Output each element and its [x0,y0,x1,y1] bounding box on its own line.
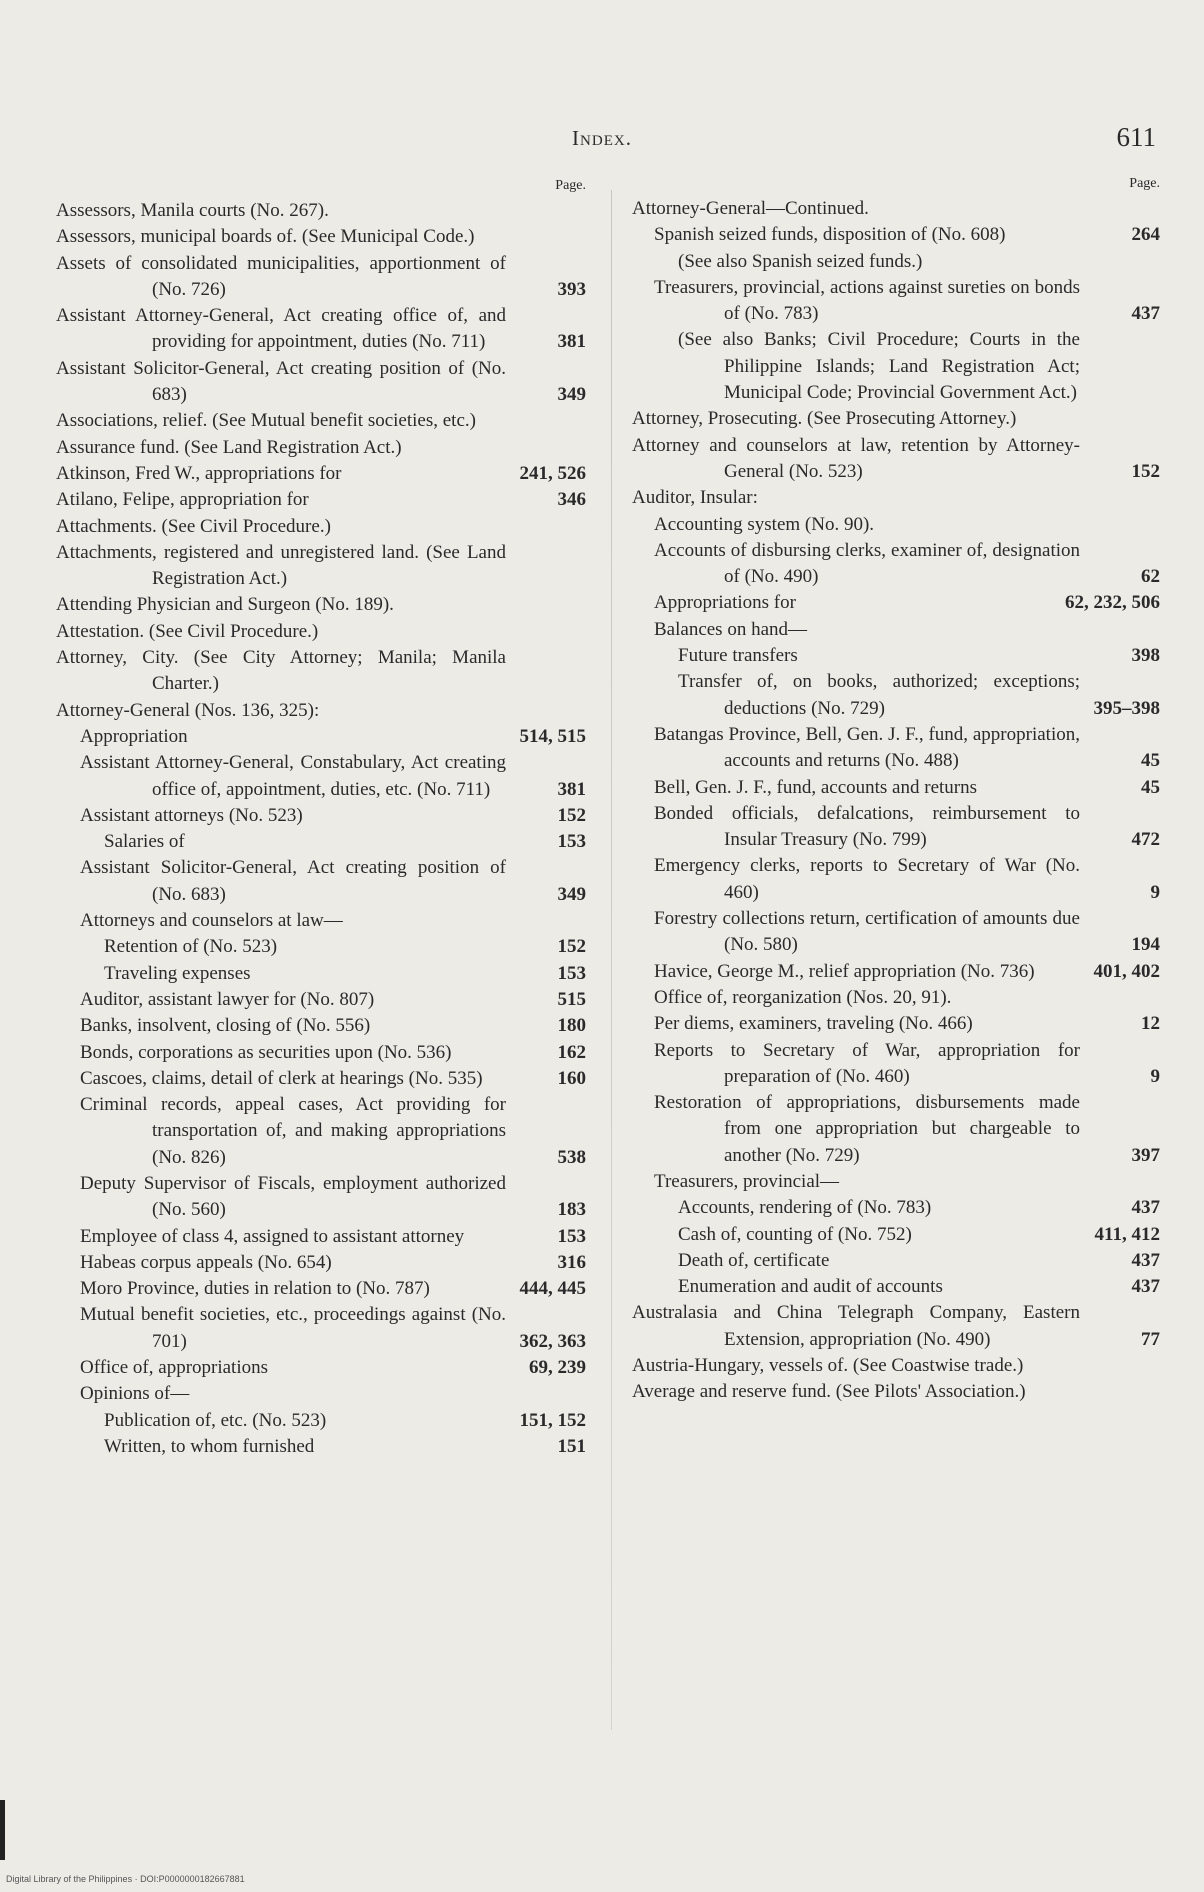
entry-text: (See also Banks; Civil Procedure; Courts in the Philippine Islands; Land Registration Act; Municipal Code; Provincial Government Act.) [678,329,1080,404]
index-entry [56,540,586,593]
entry-text: Assistant Solicitor-General, Act creating position of (No. 683) [80,857,506,905]
index-entry [56,592,586,618]
scan-credit: Digital Library of the Philippines · DOI:P0000000182667881 [6,1874,245,1884]
index-entry: Havice, George M., relief appropriation (No. 736) 401, 402 [632,959,1160,985]
entry-text: Balances on hand— [654,618,808,640]
entry-text: Death of, certificate [678,1249,830,1271]
index-entry: Salaries of 153 [56,829,586,855]
entry-text: Future transfers [678,645,798,667]
binding-edge-mark [0,1800,5,1860]
index-entry [632,617,1160,643]
index-entries-left [56,198,586,1460]
entry-text: Atilano, Felipe, appropriation for [56,489,309,511]
page-column-label: Page. [555,178,586,193]
index-entry: Cascoes, claims, detail of clerk at hearings (No. 535) 160 [56,1066,586,1092]
index-entry [632,590,1160,616]
entry-text: Attachments, registered and unregistered land. (See Land Registration Act.) [56,541,506,590]
entry-text: Deputy Supervisor of Fiscals, employment authorized (No. 560) [80,1172,506,1221]
index-entry: Bonded officials, defalcations, reimbursement to Insular Treasury (No. 799) 472 [632,801,1160,854]
entry-text: Employee of class 4, assigned to assistant attorney [80,1225,465,1247]
column-divider [611,190,612,1730]
index-entry: Attorney and counselors at law, retention by Attorney-General (No. 523) 152 [632,433,1160,486]
index-entry: Banks, insolvent, closing of (No. 556) 180 [56,1013,586,1039]
index-entry [56,198,586,224]
entry-text: Australasia and China Telegraph Company, Eastern Extension, appropriation (No. 490) [632,1302,1080,1350]
entry-text: Auditor, assistant lawyer for (No. 807) [80,988,375,1010]
index-entry [56,908,586,934]
entry-text: Assessors, Manila courts (No. 267). [56,200,329,221]
index-entry: Forestry collections return, certification of amounts due (No. 580) 194 [632,906,1160,959]
index-entry [632,327,1160,406]
index-entry: Criminal records, appeal cases, Act providing for transportation of, and making appropriations (No. 826) 538 [56,1092,586,1171]
index-entry [632,1169,1160,1195]
index-entry: Employee of class 4, assigned to assistant attorney 153 [56,1224,586,1250]
entry-text: Attorney-General—Continued. [632,198,869,219]
entry-text: Associations, relief. (See Mutual benefit societies, etc.) [56,410,476,432]
index-entry: Office of, appropriations 69, 239 [56,1355,586,1381]
index-entry [632,985,1160,1011]
entry-text: Batangas Province, Bell, Gen. J. F., fund, appropriation, accounts and returns (No. 488) [654,723,1080,772]
index-entry: Written, to whom furnished 151 [56,1434,586,1460]
index-entry: Assistant Solicitor-General, Act creating position of (No. 683) 349 [56,855,586,908]
index-entry [56,1408,586,1434]
entry-text: Bell, Gen. J. F., fund, accounts and returns [654,776,977,798]
entry-page-ref: 62, 232, 506 [1065,592,1160,614]
entry-text: Attending Physician and Surgeon (No. 189). [56,594,394,616]
index-entry: Retention of (No. 523) 152 [56,934,586,960]
entry-text: Opinions of— [80,1383,190,1405]
entry-text: Treasurers, provincial— [654,1170,840,1192]
index-entry [632,196,1160,222]
index-entry: Future transfers 398 [632,643,1160,669]
entry-text: Attorneys and counselors at law— [80,910,343,932]
page-number: 611 [1116,122,1156,152]
index-entry: Habeas corpus appeals (No. 654) 316 [56,1250,586,1276]
entry-text: Cash of, counting of (No. 752) [678,1223,912,1245]
index-entry: Assistant Attorney-General, Constabulary, Act creating office of, appointment, duties, etc. (No. 711) 381 [56,750,586,803]
index-entry [632,669,1160,722]
entry-text: Average and reserve fund. (See Pilots' Association.) [632,1381,1026,1403]
entry-text: Salaries of [104,831,185,853]
index-entry: Assistant Solicitor-General, Act creating position of (No. 683) 349 [56,356,586,409]
index-entry: Emergency clerks, reports to Secretary of War (No. 460) 9 [632,853,1160,906]
entry-text: Traveling expenses [104,962,251,984]
entry-text: Assessors, municipal boards of. (See Municipal Code.) [56,226,475,248]
index-column-right [632,178,1160,1406]
entry-text: Appropriation [80,725,188,747]
entry-text: Attachments. (See Civil Procedure.) [56,515,331,537]
index-entries-right [632,196,1160,1406]
index-entry: Appropriation 514, 515 [56,724,586,750]
index-entry [56,645,586,698]
entry-text: Transfer of, on books, authorized; exceptions; deductions (No. 729) [678,671,1080,719]
entry-text: Restoration of appropriations, disbursements made from one appropriation but chargeable to another (No. 729) [654,1092,1080,1166]
index-entry: Assistant attorneys (No. 523) 152 [56,803,586,829]
index-entry: Auditor, assistant lawyer for (No. 807) 515 [56,987,586,1013]
index-entry: Restoration of appropriations, disbursements made from one appropriation but chargeable to another (No. 729) 397 [632,1090,1160,1169]
entry-text: Forestry collections return, certification of amounts due (No. 580) [654,908,1080,956]
index-entry [56,435,586,461]
index-entry [56,514,586,540]
index-entry: Assistant Attorney-General, Act creating office of, and providing for appointment, duties (No. 711) 381 [56,303,586,356]
entry-text: Criminal records, appeal cases, Act providing for transportation of, and making appropriations (No. 826) [80,1094,506,1168]
entry-text: Accounts, rendering of (No. 783) [678,1197,932,1219]
index-entry: Atilano, Felipe, appropriation for 346 [56,487,586,513]
entry-text: Bonded officials, defalcations, reimbursement to Insular Treasury (No. 799) [654,802,1080,851]
index-entry [632,512,1160,538]
entry-text: Office of, appropriations [80,1357,269,1379]
index-entry: Bell, Gen. J. F., fund, accounts and returns 45 [632,775,1160,801]
entry-text: Appropriations for [654,592,796,614]
index-entry: Traveling expenses 153 [56,961,586,987]
entry-text: Attorney and counselors at law, retention by Attorney-General (No. 523) [632,434,1080,482]
index-entry: Moro Province, duties in relation to (No. 787) 444, 445 [56,1276,586,1302]
entry-text: Office of, reorganization (Nos. 20, 91). [654,986,952,1008]
index-entry [56,1381,586,1407]
index-entry [56,698,586,724]
index-entry: Spanish seized funds, disposition of (No. 608) 264 [632,222,1160,248]
entry-text: Accounts of disbursing clerks, examiner of, designation of (No. 490) [654,539,1080,588]
entry-text: Banks, insolvent, closing of (No. 556) [80,1015,371,1037]
index-entry: Assets of consolidated municipalities, apportionment of (No. 726) 393 [56,251,586,304]
index-entry: Atkinson, Fred W., appropriations for 241, 526 [56,461,586,487]
entry-text: Attorney-General (Nos. 136, 325): [56,699,320,721]
index-column-left [56,178,586,1460]
entry-page-ref: 411, 412 [1094,1223,1160,1245]
entry-page-ref: 151, 152 [519,1409,586,1431]
entry-text: Mutual benefit societies, etc., proceedings against (No. 701) [80,1304,506,1352]
index-entry: Accounts of disbursing clerks, examiner of, designation of (No. 490) 62 [632,538,1160,591]
running-header: Index. [572,126,632,150]
index-entry: Bonds, corporations as securities upon (No. 536) 162 [56,1040,586,1066]
entry-text: Retention of (No. 523) [104,936,278,958]
index-entry: Enumeration and audit of accounts 437 [632,1274,1160,1300]
index-entry: Deputy Supervisor of Fiscals, employment authorized (No. 560) 183 [56,1171,586,1224]
entry-text: Publication of, etc. (No. 523) [104,1409,327,1431]
entry-text: Austria-Hungary, vessels of. (See Coastwise trade.) [632,1355,1024,1377]
entry-text: Havice, George M., relief appropriation (No. 736) [654,960,1035,982]
entry-text: Assistant Solicitor-General, Act creating position of (No. 683) [56,357,506,406]
entry-text: Attorney, City. (See City Attorney; Manila; Manila Charter.) [56,647,506,695]
entry-text: (See also Spanish seized funds.) [678,250,923,272]
entry-text: Habeas corpus appeals (No. 654) [80,1251,332,1273]
entry-text: Spanish seized funds, disposition of (No. 608) [654,224,1006,246]
index-entry: Australasia and China Telegraph Company, Eastern Extension, appropriation (No. 490) 77 [632,1300,1160,1353]
entry-text: Attorney, Prosecuting. (See Prosecuting Attorney.) [632,408,1017,430]
index-entry [56,224,586,250]
entry-text: Moro Province, duties in relation to (No. 787) [80,1278,430,1300]
entry-text: Emergency clerks, reports to Secretary of War (No. 460) [654,855,1080,903]
entry-text: Assistant attorneys (No. 523) [80,804,303,826]
entry-text: Accounting system (No. 90). [654,513,875,535]
index-entry [56,619,586,645]
index-entry: Batangas Province, Bell, Gen. J. F., fund, appropriation, accounts and returns (No. 488) 45 [632,722,1160,775]
entry-text: Enumeration and audit of accounts [678,1276,943,1298]
entry-text: Per diems, examiners, traveling (No. 466) [654,1013,973,1035]
index-entry: Per diems, examiners, traveling (No. 466) 12 [632,1011,1160,1037]
index-entry [632,1353,1160,1379]
entry-text: Treasurers, provincial, actions against sureties on bonds of (No. 783) [654,276,1080,325]
index-entry [632,1222,1160,1248]
page-column-label: Page. [1129,176,1160,191]
entry-text: Reports to Secretary of War, appropriation for preparation of (No. 460) [654,1039,1080,1087]
index-entry [632,485,1160,511]
entry-text: Cascoes, claims, detail of clerk at hearings (No. 535) [80,1067,483,1089]
index-entry [632,1379,1160,1405]
index-entry [632,406,1160,432]
index-entry: Accounts, rendering of (No. 783) 437 [632,1195,1160,1221]
entry-text: Atkinson, Fred W., appropriations for [56,462,342,484]
index-entry: Reports to Secretary of War, appropriation for preparation of (No. 460) 9 [632,1038,1160,1091]
index-entry: Treasurers, provincial, actions against sureties on bonds of (No. 783) 437 [632,275,1160,328]
entry-text: Bonds, corporations as securities upon (No. 536) [80,1041,452,1063]
index-entry [632,249,1160,275]
index-entry: Mutual benefit societies, etc., proceedings against (No. 701) 362, 363 [56,1302,586,1355]
entry-text: Assistant Attorney-General, Act creating office of, and providing for appointment, duties (No. 711) [56,305,506,353]
entry-text: Auditor, Insular: [632,487,758,509]
entry-text: Assets of consolidated municipalities, apportionment of (No. 726) [56,252,506,300]
entry-text: Written, to whom furnished [104,1435,315,1457]
entry-text: Attestation. (See Civil Procedure.) [56,620,319,642]
entry-page-ref: 395–398 [1093,697,1160,719]
index-entry: Death of, certificate 437 [632,1248,1160,1274]
entry-text: Assurance fund. (See Land Registration Act.) [56,436,402,458]
entry-text: Assistant Attorney-General, Constabulary, Act creating office of, appointment, duties, etc. (No. 711) [80,752,506,800]
index-entry [56,408,586,434]
